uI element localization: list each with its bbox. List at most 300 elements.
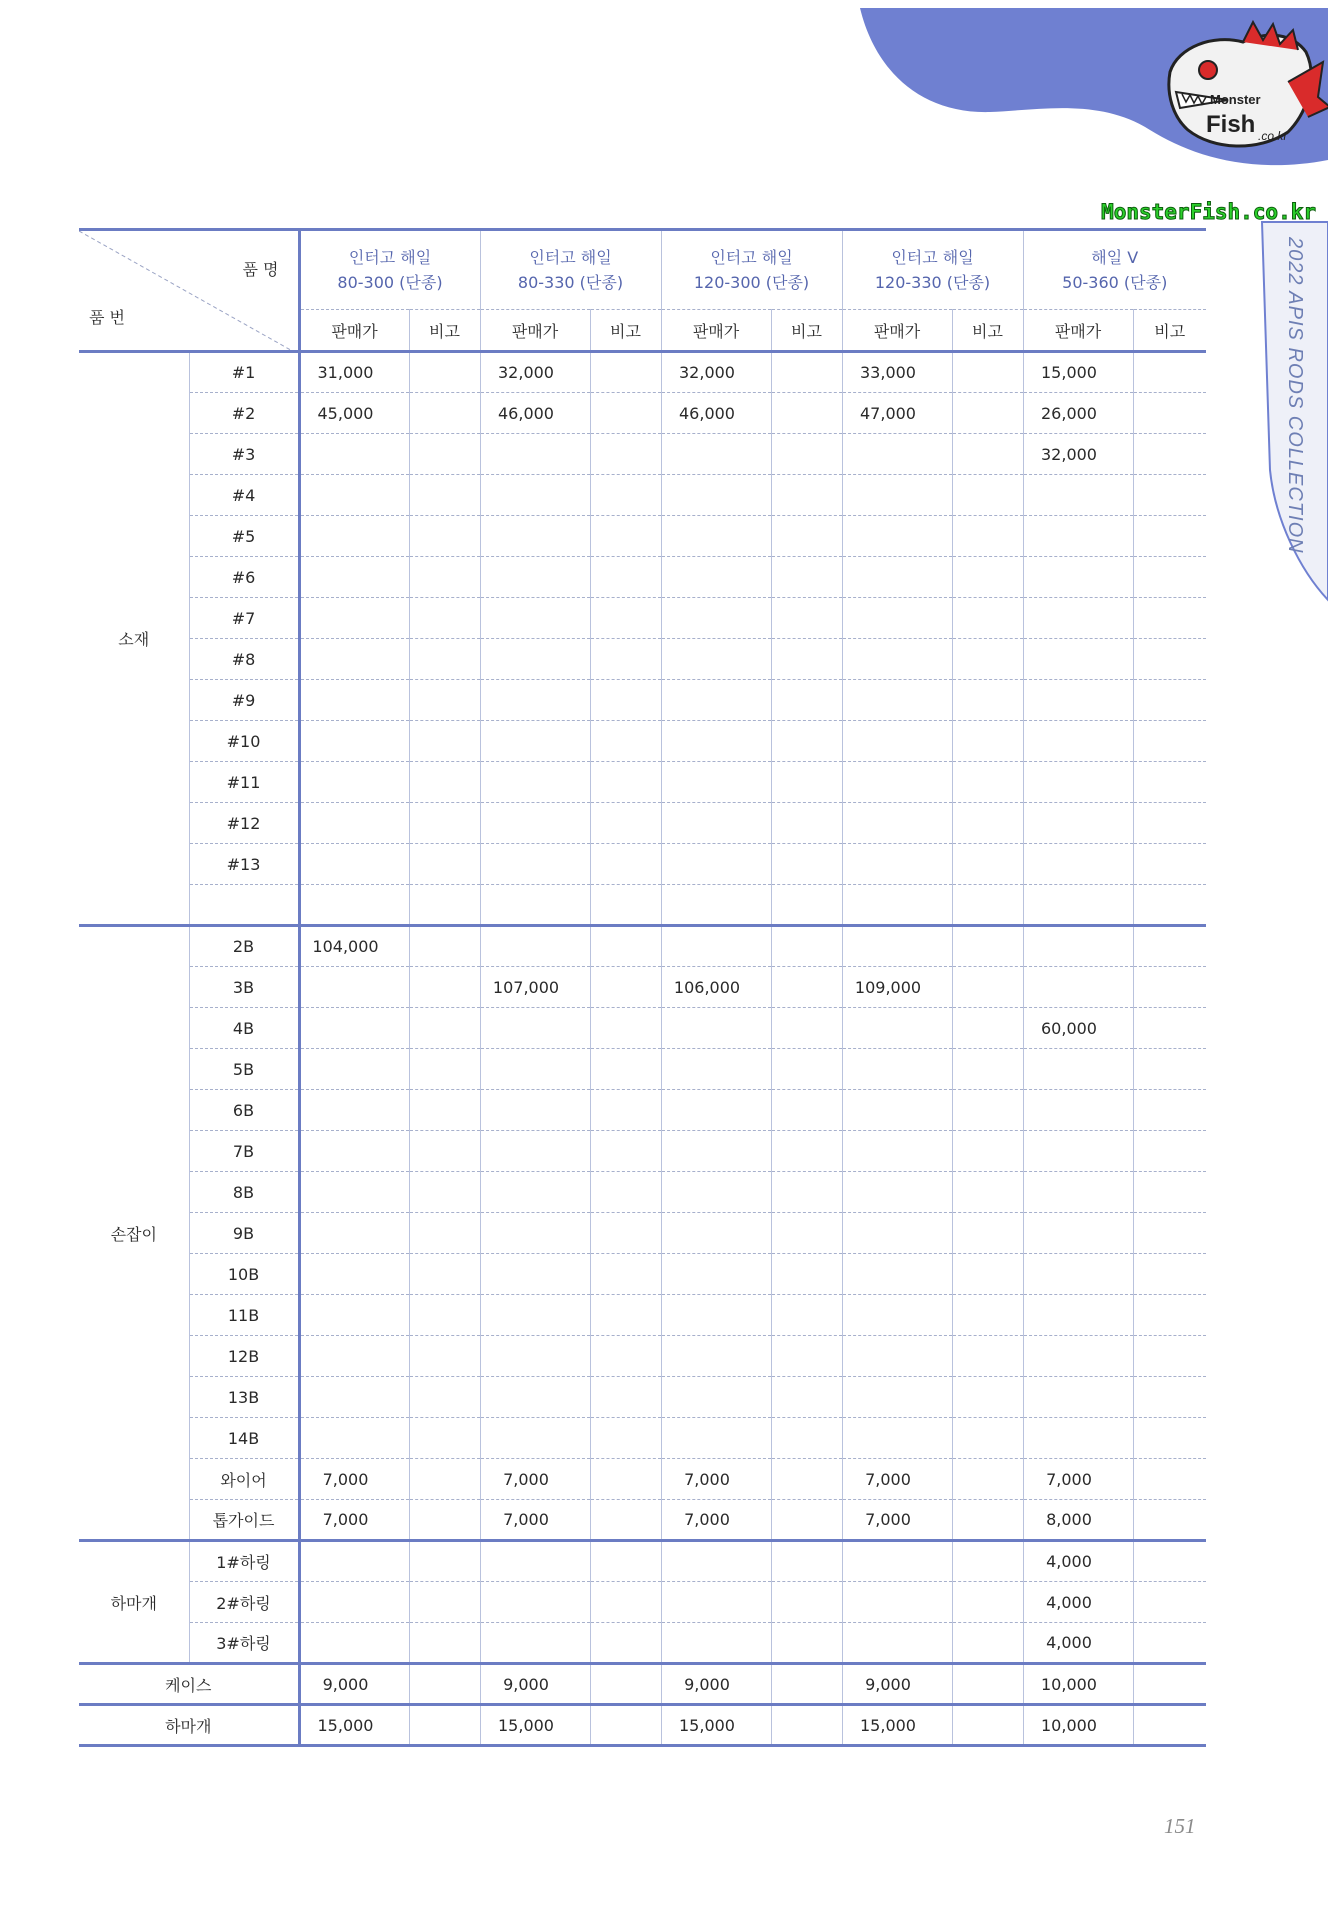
note-cell <box>409 762 480 803</box>
part-number-cell: #10 <box>189 721 299 762</box>
price-cell <box>661 885 771 926</box>
price-cell <box>1023 1418 1133 1459</box>
note-cell <box>771 1500 842 1541</box>
product-line2: 80-330 (단종) <box>517 273 624 292</box>
price-cell <box>480 1131 590 1172</box>
price-cell <box>842 762 952 803</box>
part-number-cell: #13 <box>189 844 299 885</box>
note-cell <box>409 557 480 598</box>
price-cell <box>480 926 590 967</box>
note-cell <box>952 1295 1023 1336</box>
price-cell <box>480 1295 590 1336</box>
product-line2: 50-360 (단종) <box>1062 273 1168 292</box>
part-number-cell: #2 <box>189 393 299 434</box>
price-cell: 9,000 <box>842 1664 952 1705</box>
note-cell <box>409 1213 480 1254</box>
note-cell <box>409 1090 480 1131</box>
price-cell <box>480 1254 590 1295</box>
note-cell <box>590 1418 661 1459</box>
note-cell <box>771 434 842 475</box>
note-cell <box>952 1377 1023 1418</box>
note-cell <box>952 352 1023 393</box>
price-cell <box>480 762 590 803</box>
table-row <box>79 1664 1206 1705</box>
note-cell <box>1133 1377 1206 1418</box>
note-cell <box>1133 1582 1206 1623</box>
part-number-cell: 4B <box>189 1008 299 1049</box>
part-number-cell: #11 <box>189 762 299 803</box>
price-cell: 15,000 <box>1023 352 1133 393</box>
price-cell <box>842 1090 952 1131</box>
price-cell <box>661 1172 771 1213</box>
table-row <box>79 557 1206 598</box>
price-cell <box>299 1008 409 1049</box>
price-cell <box>480 1582 590 1623</box>
price-cell <box>661 1418 771 1459</box>
part-number-cell: 5B <box>189 1049 299 1090</box>
table-row <box>79 516 1206 557</box>
product-header <box>1023 230 1206 310</box>
price-cell <box>299 1254 409 1295</box>
price-cell <box>842 1623 952 1664</box>
note-cell <box>771 762 842 803</box>
table-row <box>79 598 1206 639</box>
price-cell <box>299 1336 409 1377</box>
note-cell <box>409 1295 480 1336</box>
note-cell <box>590 1336 661 1377</box>
category-cell: 하마개 <box>79 1541 189 1664</box>
note-cell <box>590 1295 661 1336</box>
note-cell <box>771 393 842 434</box>
price-cell <box>299 1049 409 1090</box>
price-cell <box>1023 1172 1133 1213</box>
note-cell <box>409 926 480 967</box>
table-row <box>79 1049 1206 1090</box>
note-cell <box>409 1049 480 1090</box>
price-cell <box>661 803 771 844</box>
note-cell <box>590 1705 661 1746</box>
price-cell <box>480 885 590 926</box>
price-table <box>79 228 1206 1747</box>
price-cell <box>480 516 590 557</box>
price-cell <box>842 926 952 967</box>
price-cell: 15,000 <box>299 1705 409 1746</box>
note-cell <box>1133 1459 1206 1500</box>
price-cell: 10,000 <box>1023 1705 1133 1746</box>
price-cell <box>842 680 952 721</box>
note-cell <box>1133 1500 1206 1541</box>
price-cell <box>842 1008 952 1049</box>
note-cell <box>771 639 842 680</box>
note-cell <box>771 1049 842 1090</box>
price-cell: 7,000 <box>480 1500 590 1541</box>
note-subheader: 비고 <box>590 310 661 352</box>
price-cell <box>1023 1254 1133 1295</box>
note-cell <box>952 1131 1023 1172</box>
price-cell <box>661 639 771 680</box>
note-cell <box>1133 762 1206 803</box>
price-cell <box>661 1541 771 1582</box>
product-line2: 120-300 (단종) <box>693 273 810 292</box>
note-cell <box>771 680 842 721</box>
part-number-cell: 3B <box>189 967 299 1008</box>
price-cell <box>842 885 952 926</box>
note-cell <box>952 680 1023 721</box>
note-cell <box>952 926 1023 967</box>
table-row <box>79 1008 1206 1049</box>
price-cell: 31,000 <box>299 352 409 393</box>
note-cell <box>1133 1172 1206 1213</box>
price-cell <box>661 1623 771 1664</box>
note-cell <box>590 1131 661 1172</box>
product-line1: 인터고 해일 <box>348 248 432 267</box>
note-cell <box>590 1049 661 1090</box>
part-number-cell: #6 <box>189 557 299 598</box>
part-number-cell: 11B <box>189 1295 299 1336</box>
table-row <box>79 926 1206 967</box>
price-cell: 32,000 <box>661 352 771 393</box>
part-number-cell: #7 <box>189 598 299 639</box>
part-number-label: 품 번 <box>89 308 125 327</box>
note-cell <box>1133 1049 1206 1090</box>
note-cell <box>771 1623 842 1664</box>
note-cell <box>952 803 1023 844</box>
note-cell <box>1133 721 1206 762</box>
logo-word-monster: Monster <box>1210 92 1261 107</box>
part-number-cell: 와이어 <box>189 1459 299 1500</box>
price-cell <box>299 639 409 680</box>
price-cell <box>480 1377 590 1418</box>
price-cell: 7,000 <box>842 1459 952 1500</box>
note-subheader: 비고 <box>1133 310 1206 352</box>
price-cell <box>1023 1377 1133 1418</box>
price-cell <box>661 1213 771 1254</box>
extra-item-cell: 하마개 <box>79 1705 299 1746</box>
note-cell <box>952 516 1023 557</box>
price-cell <box>1023 1131 1133 1172</box>
note-cell <box>590 393 661 434</box>
note-cell <box>771 475 842 516</box>
price-cell <box>661 475 771 516</box>
price-cell <box>480 844 590 885</box>
product-line1: 인터고 해일 <box>710 248 793 267</box>
note-cell <box>590 721 661 762</box>
table-row <box>79 1254 1206 1295</box>
price-cell <box>1023 598 1133 639</box>
price-cell <box>480 1213 590 1254</box>
note-cell <box>1133 1541 1206 1582</box>
note-cell <box>409 680 480 721</box>
note-cell <box>1133 557 1206 598</box>
price-cell <box>480 475 590 516</box>
table-row <box>79 680 1206 721</box>
price-cell <box>661 1377 771 1418</box>
note-cell <box>409 1254 480 1295</box>
note-cell <box>771 1377 842 1418</box>
price-cell <box>299 1131 409 1172</box>
note-cell <box>1133 516 1206 557</box>
note-cell <box>409 352 480 393</box>
part-number-cell: #8 <box>189 639 299 680</box>
note-cell <box>409 721 480 762</box>
category-cell: 손잡이 <box>79 926 189 1541</box>
price-cell <box>842 639 952 680</box>
note-subheader: 비고 <box>771 310 842 352</box>
note-cell <box>1133 844 1206 885</box>
price-cell <box>299 1172 409 1213</box>
price-cell <box>480 680 590 721</box>
price-cell <box>299 434 409 475</box>
note-cell <box>952 1500 1023 1541</box>
note-cell <box>409 516 480 557</box>
price-cell: 60,000 <box>1023 1008 1133 1049</box>
note-cell <box>590 475 661 516</box>
price-cell: 7,000 <box>842 1500 952 1541</box>
price-cell: 9,000 <box>299 1664 409 1705</box>
price-cell: 109,000 <box>842 967 952 1008</box>
price-cell <box>480 1090 590 1131</box>
table-row <box>79 1582 1206 1623</box>
table-row <box>79 475 1206 516</box>
product-header <box>661 230 842 310</box>
price-cell <box>842 721 952 762</box>
price-cell <box>1023 639 1133 680</box>
note-cell <box>952 721 1023 762</box>
extra-item-cell: 케이스 <box>79 1664 299 1705</box>
price-cell <box>480 1418 590 1459</box>
logo-word-domain: .co.kr <box>1258 129 1288 143</box>
note-cell <box>1133 1336 1206 1377</box>
note-cell <box>771 1172 842 1213</box>
note-cell <box>771 967 842 1008</box>
note-cell <box>1133 475 1206 516</box>
part-number-cell: #9 <box>189 680 299 721</box>
price-cell <box>661 557 771 598</box>
price-cell <box>661 1049 771 1090</box>
part-number-cell: 10B <box>189 1254 299 1295</box>
table-row <box>79 967 1206 1008</box>
price-cell <box>1023 926 1133 967</box>
price-cell <box>1023 844 1133 885</box>
table-row <box>79 1213 1206 1254</box>
price-cell <box>661 1295 771 1336</box>
corner-header-cell <box>79 230 299 352</box>
price-cell: 7,000 <box>480 1459 590 1500</box>
note-cell <box>1133 680 1206 721</box>
note-cell <box>590 1541 661 1582</box>
price-cell <box>299 803 409 844</box>
note-cell <box>590 1090 661 1131</box>
note-cell <box>409 885 480 926</box>
price-cell <box>480 1336 590 1377</box>
note-cell <box>409 1623 480 1664</box>
note-cell <box>1133 352 1206 393</box>
price-cell <box>480 1541 590 1582</box>
table-row <box>79 1500 1206 1541</box>
table-row <box>79 885 1206 926</box>
price-cell <box>299 1090 409 1131</box>
part-number-cell: #4 <box>189 475 299 516</box>
note-cell <box>590 1500 661 1541</box>
note-cell <box>409 1705 480 1746</box>
note-cell <box>952 1008 1023 1049</box>
table-row <box>79 1541 1206 1582</box>
price-cell <box>480 1623 590 1664</box>
price-cell <box>1023 680 1133 721</box>
table-row <box>79 721 1206 762</box>
note-cell <box>590 1582 661 1623</box>
note-cell <box>952 434 1023 475</box>
note-cell <box>409 1541 480 1582</box>
note-cell <box>409 1131 480 1172</box>
price-cell: 46,000 <box>480 393 590 434</box>
table-row <box>79 1623 1206 1664</box>
price-cell <box>842 1254 952 1295</box>
price-cell: 15,000 <box>842 1705 952 1746</box>
price-cell <box>480 721 590 762</box>
price-cell <box>842 1418 952 1459</box>
price-cell <box>480 803 590 844</box>
price-cell <box>842 1131 952 1172</box>
price-cell <box>299 967 409 1008</box>
price-cell <box>1023 967 1133 1008</box>
price-cell <box>842 1377 952 1418</box>
price-cell <box>1023 803 1133 844</box>
price-cell <box>661 680 771 721</box>
note-cell <box>771 1541 842 1582</box>
note-cell <box>771 1336 842 1377</box>
note-cell <box>590 1213 661 1254</box>
price-cell <box>661 1008 771 1049</box>
part-number-cell: 13B <box>189 1377 299 1418</box>
price-cell <box>842 1172 952 1213</box>
note-cell <box>1133 1213 1206 1254</box>
note-cell <box>409 1418 480 1459</box>
note-cell <box>590 639 661 680</box>
table-row <box>79 1377 1206 1418</box>
part-number-cell: 9B <box>189 1213 299 1254</box>
part-number-cell: #5 <box>189 516 299 557</box>
price-cell: 15,000 <box>661 1705 771 1746</box>
price-cell <box>299 1541 409 1582</box>
part-number-cell: #1 <box>189 352 299 393</box>
price-cell <box>480 639 590 680</box>
price-cell <box>1023 516 1133 557</box>
part-number-cell: 2B <box>189 926 299 967</box>
price-cell: 7,000 <box>299 1459 409 1500</box>
note-cell <box>1133 926 1206 967</box>
note-cell <box>409 1172 480 1213</box>
note-cell <box>409 434 480 475</box>
note-cell <box>590 352 661 393</box>
part-number-cell: 3#하링 <box>189 1623 299 1664</box>
price-cell <box>299 762 409 803</box>
note-subheader: 비고 <box>952 310 1023 352</box>
note-cell <box>590 1664 661 1705</box>
price-cell: 33,000 <box>842 352 952 393</box>
price-subheader: 판매가 <box>1023 310 1133 352</box>
note-cell <box>952 1418 1023 1459</box>
price-cell <box>299 721 409 762</box>
note-cell <box>771 1131 842 1172</box>
price-cell: 7,000 <box>661 1500 771 1541</box>
price-cell <box>480 1049 590 1090</box>
note-cell <box>590 598 661 639</box>
product-line1: 인터고 해일 <box>891 248 974 267</box>
note-cell <box>1133 1131 1206 1172</box>
price-cell <box>299 1295 409 1336</box>
note-cell <box>771 926 842 967</box>
note-subheader: 비고 <box>409 310 480 352</box>
note-cell <box>1133 434 1206 475</box>
category-cell: 소재 <box>79 352 189 926</box>
price-cell <box>661 1336 771 1377</box>
note-cell <box>590 1623 661 1664</box>
note-cell <box>771 598 842 639</box>
price-subheader: 판매가 <box>299 310 409 352</box>
note-cell <box>771 885 842 926</box>
product-line2: 120-330 (단종) <box>874 273 991 292</box>
price-cell <box>299 1213 409 1254</box>
price-cell <box>661 516 771 557</box>
note-cell <box>952 967 1023 1008</box>
table-row <box>79 352 1206 393</box>
note-cell <box>409 1008 480 1049</box>
price-cell <box>1023 557 1133 598</box>
table-row <box>79 393 1206 434</box>
note-cell <box>952 639 1023 680</box>
table-row <box>79 1459 1206 1500</box>
note-cell <box>1133 1418 1206 1459</box>
price-cell <box>480 1172 590 1213</box>
price-cell <box>661 598 771 639</box>
note-cell <box>771 1459 842 1500</box>
price-cell <box>842 1582 952 1623</box>
note-cell <box>952 1090 1023 1131</box>
part-number-cell: 1#하링 <box>189 1541 299 1582</box>
price-cell: 4,000 <box>1023 1623 1133 1664</box>
product-line1: 인터고 해일 <box>529 248 612 267</box>
price-cell <box>661 721 771 762</box>
table-row <box>79 1090 1206 1131</box>
note-cell <box>1133 1664 1206 1705</box>
price-cell <box>480 434 590 475</box>
note-cell <box>1133 1705 1206 1746</box>
note-cell <box>409 1664 480 1705</box>
collection-side-title: 2022 APIS RODS COLLECTION <box>1284 237 1306 554</box>
price-cell <box>299 1582 409 1623</box>
note-cell <box>1133 1008 1206 1049</box>
note-cell <box>952 1664 1023 1705</box>
note-cell <box>409 967 480 1008</box>
price-cell <box>299 598 409 639</box>
part-number-cell: 2#하링 <box>189 1582 299 1623</box>
price-cell: 26,000 <box>1023 393 1133 434</box>
price-cell <box>299 1377 409 1418</box>
product-header <box>299 230 480 310</box>
price-cell <box>842 1049 952 1090</box>
price-cell <box>842 475 952 516</box>
note-cell <box>771 1705 842 1746</box>
price-cell <box>661 1254 771 1295</box>
price-cell <box>661 1131 771 1172</box>
price-cell <box>842 598 952 639</box>
note-cell <box>771 1090 842 1131</box>
note-cell <box>771 516 842 557</box>
price-subheader: 판매가 <box>661 310 771 352</box>
note-cell <box>952 475 1023 516</box>
price-subheader: 판매가 <box>842 310 952 352</box>
